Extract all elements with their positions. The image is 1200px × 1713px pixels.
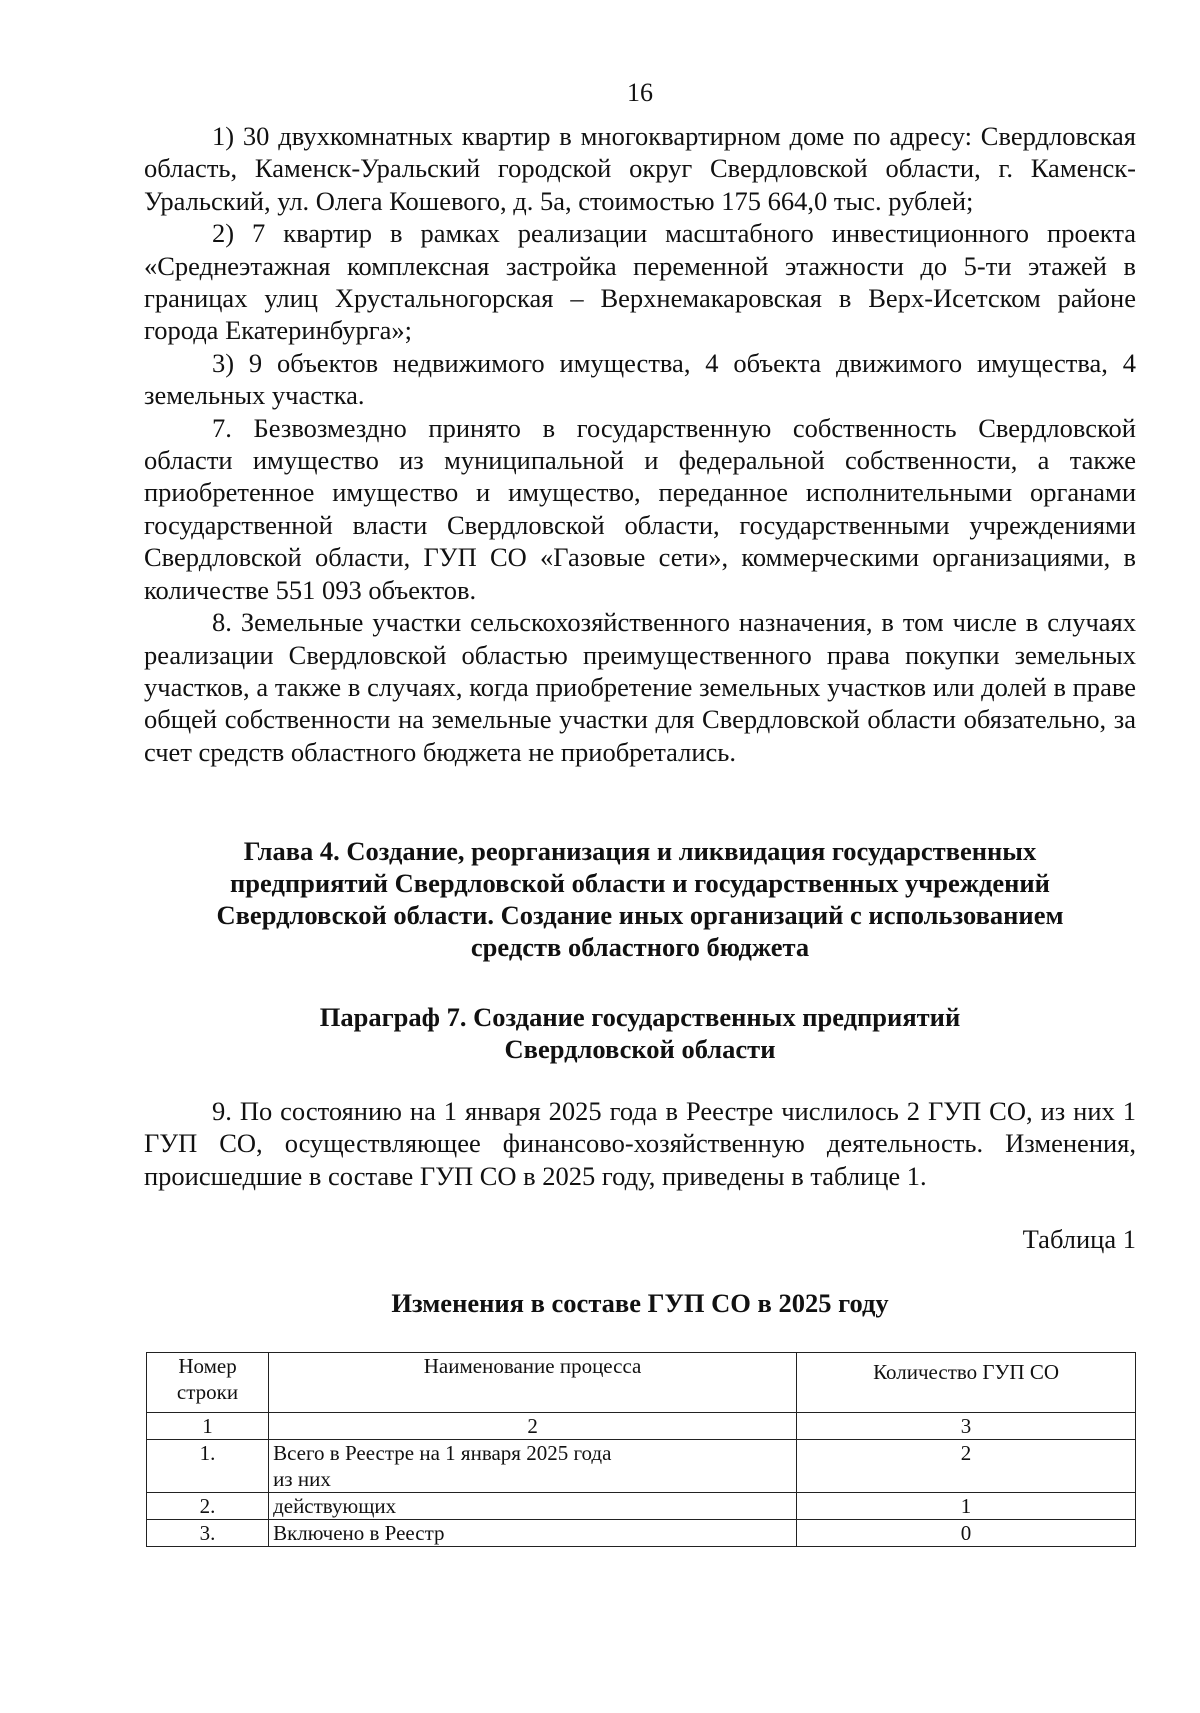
changes-table xyxy=(146,1352,1136,1547)
row-process-name xyxy=(269,1440,797,1493)
row-process-name-line-1: Всего в Реестре на 1 января 2025 года xyxy=(273,1441,612,1465)
row-process-name: действующих xyxy=(269,1493,797,1520)
body-text xyxy=(144,120,1136,768)
row-number: 3. xyxy=(147,1520,269,1547)
paragraph-item-1: 1) 30 двухкомнатных квартир в многоквартирном доме по адресу: Свердловская область, Каменск-Уральский городской округ Свердловской области, г. Каменск-Уральский, ул. Олега Кошевого, д. 5а, стоимостью 175 664,0 тыс. рублей; xyxy=(144,121,1136,216)
table-label: Таблица 1 xyxy=(1022,1224,1136,1254)
paragraph-7: 7. Безвозмездно принято в государственную собственность Свердловской области имущество из муниципальной и федеральной собственности, а также приобретенное имущество и имущество, переданное исполнительными органами государственной власти Свердловской области, государственными учреждениями Свердловской области, ГУП СО «Газовые сети», коммерческими организациями, в количестве 551 093 объектов. xyxy=(144,412,1136,605)
table-row xyxy=(147,1440,1136,1493)
index-cell-3: 3 xyxy=(797,1413,1136,1440)
row-count: 1 xyxy=(797,1493,1136,1520)
page-number: 16 xyxy=(627,78,653,107)
row-process-name: Включено в Реестр xyxy=(269,1520,797,1547)
header-process-name: Наименование процесса xyxy=(269,1353,797,1413)
index-cell-2: 2 xyxy=(269,1413,797,1440)
index-cell-1: 1 xyxy=(147,1413,269,1440)
table-header-row xyxy=(147,1353,1136,1413)
table-row xyxy=(147,1493,1136,1520)
header-count: Количество ГУП СО xyxy=(797,1353,1136,1413)
row-count: 2 xyxy=(797,1440,1136,1493)
paragraph-item-3: 3) 9 объектов недвижимого имущества, 4 объекта движимого имущества, 4 земельных участка. xyxy=(144,347,1136,411)
row-number: 1. xyxy=(147,1440,269,1493)
row-count: 0 xyxy=(797,1520,1136,1547)
table-index-row xyxy=(147,1413,1136,1440)
paragraph-8: 8. Земельные участки сельскохозяйственного назначения, в том числе в случаях реализации Свердловской областью преимущественного права покупки земельных участков, а также в случаях, когда приобретение земельных участков или долей в праве общей собственности на земельные участки для Свердловской области обязательно, за счет средств областного бюджета не приобретались. xyxy=(144,607,1136,767)
row-number: 2. xyxy=(147,1493,269,1520)
row-process-name-line-2: из них xyxy=(273,1467,331,1491)
paragraph-item-2: 2) 7 квартир в рамках реализации масштабного инвестиционного проекта «Среднеэтажная комплексная застройка переменной этажности до 5-ти этажей в границах улиц Хрустальногорская – Верхнемакаровская в Верх-Исетском районе города Екатеринбурга»; xyxy=(144,218,1136,346)
table-row xyxy=(147,1520,1136,1547)
table-title: Изменения в составе ГУП СО в 2025 году xyxy=(391,1288,889,1318)
header-row-number: Номер строки xyxy=(147,1353,269,1413)
paragraph-9: 9. По состоянию на 1 января 2025 года в Реестре числилось 2 ГУП СО, из них 1 ГУП СО, осуществляющее финансово-хозяйственную деятельность. Изменения, происшедшие в составе ГУП СО в 2025 году, приведены в таблице 1. xyxy=(144,1096,1136,1191)
headings-block xyxy=(144,835,1136,1065)
chapter-heading: Глава 4. Создание, реорганизация и ликвидация государственных предприятий Свердловской области и государственных учреждений Свердловской области. Создание иных организаций с использованием средств областного бюджета xyxy=(216,836,1064,962)
paragraph-heading: Параграф 7. Создание государственных предприятий Свердловской области xyxy=(319,1002,961,1064)
